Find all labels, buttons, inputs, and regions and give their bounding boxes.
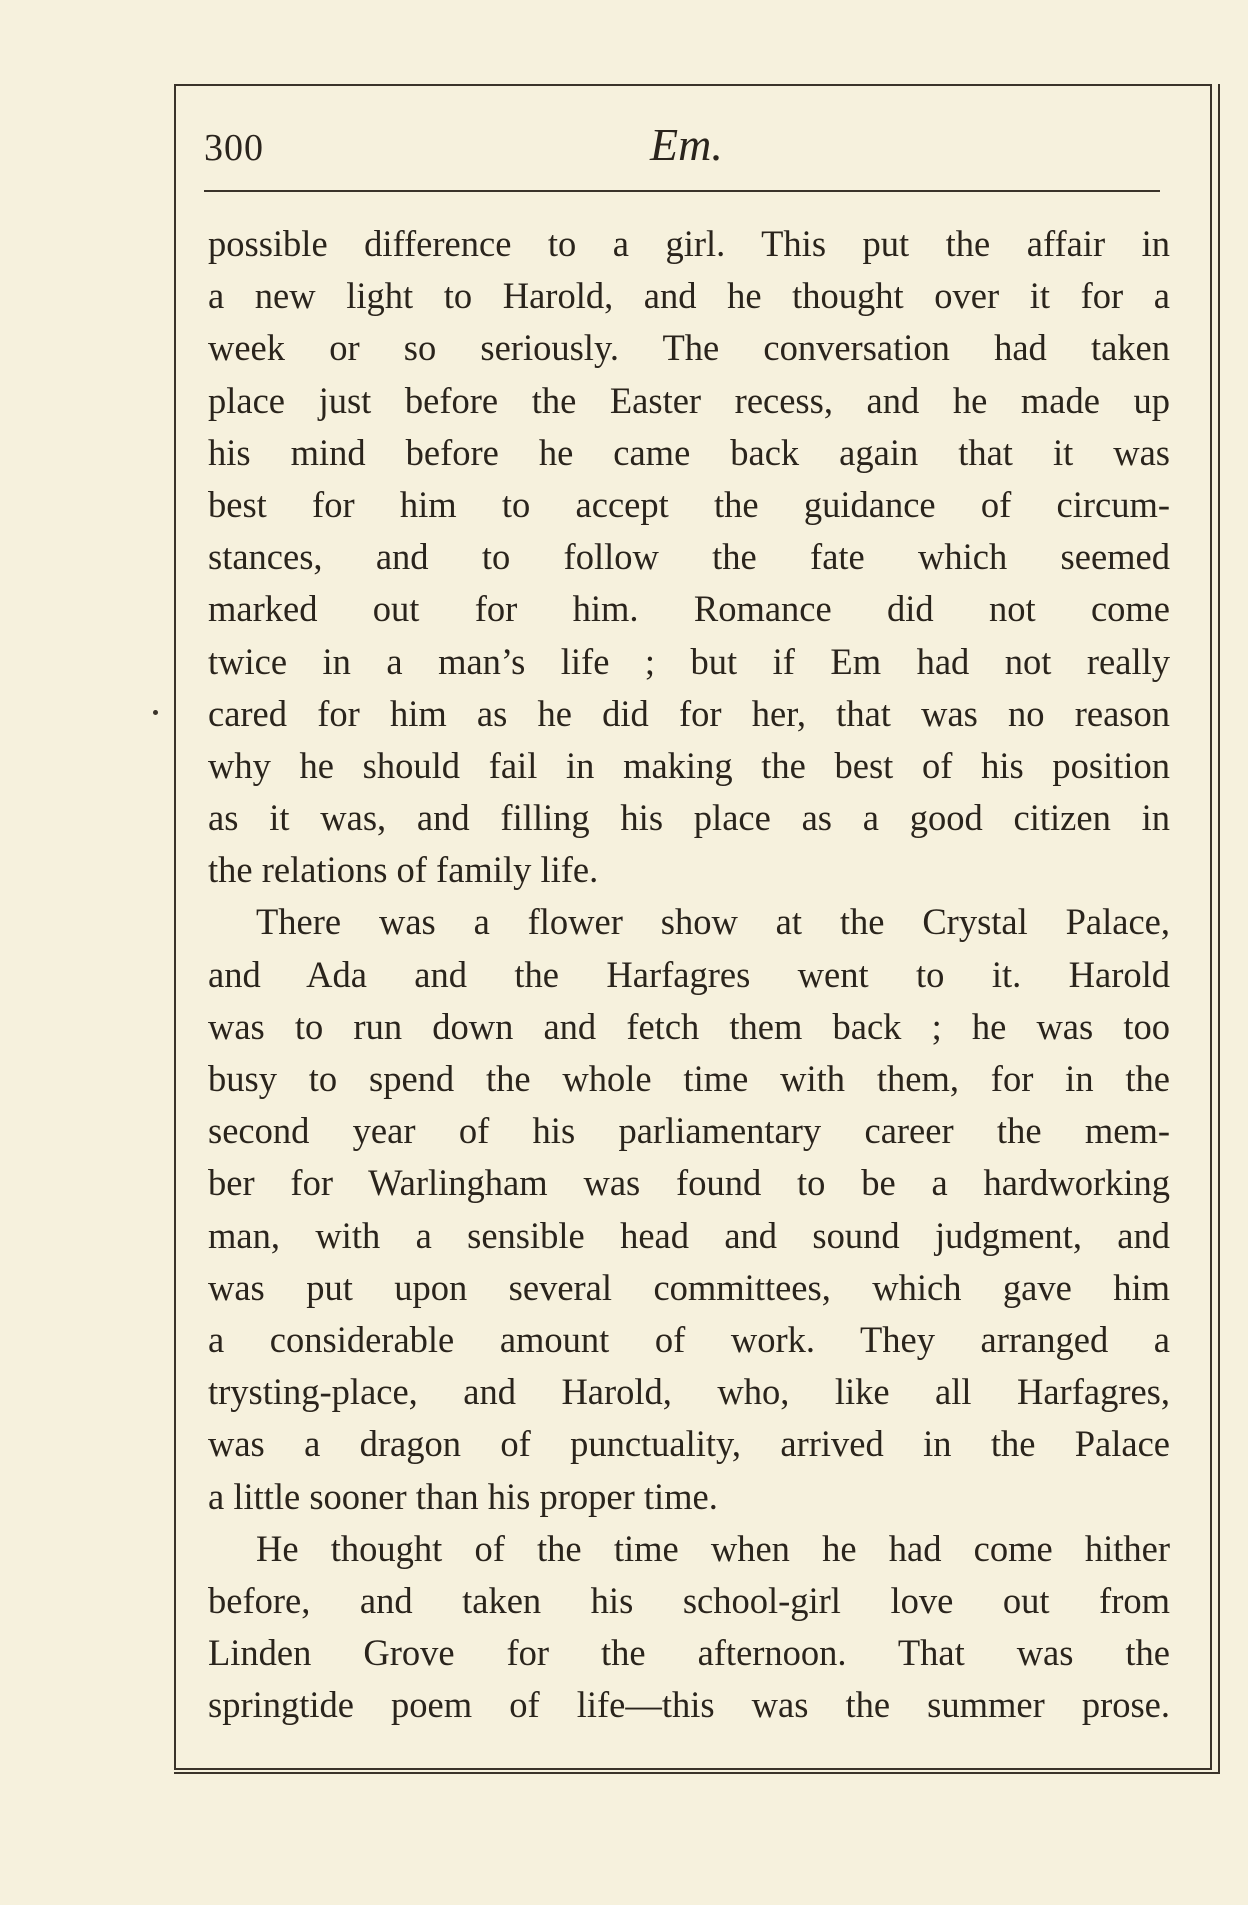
text-line: a considerable amount of work. They arranged a [208,1318,1170,1360]
text-line: a little sooner than his proper time. [208,1475,718,1517]
text-line: cared for him as he did for her, that was no reason [208,692,1170,734]
text-line: before, and taken his school-girl love out from [208,1579,1170,1621]
text-line: a new light to Harold, and he thought over it for a [208,275,1170,317]
text-line: There was a flower show at the Crystal Palace, [256,901,1170,943]
text-line: stances, and to follow the fate which seemed [208,536,1170,578]
text-line: and Ada and the Harfagres went to it. Harold [208,953,1170,995]
text-line: Linden Grove for the afternoon. That was the [208,1632,1170,1674]
body-text [208,218,1170,1731]
text-line: He thought of the time when he had come hither [256,1527,1170,1569]
text-line: week or so seriously. The conversation had taken [208,327,1170,369]
text-line: best for him to accept the guidance of circum- [208,483,1170,525]
text-line: man, with a sensible head and sound judgment, and [208,1214,1170,1256]
running-head [204,118,1164,178]
text-line: trysting-place, and Harold, who, like all Harfagres, [208,1371,1170,1413]
text-line: second year of his parliamentary career the mem- [208,1110,1170,1152]
text-line: possible difference to a girl. This put the affair in [208,223,1170,264]
text-line: twice in a man’s life ; but if Em had not really [208,640,1170,682]
header-rule [204,190,1160,192]
text-line: marked out for him. Romance did not come [208,588,1170,630]
text-line: the relations of family life. [208,849,599,891]
text-line: busy to spend the whole time with them, for in the [208,1058,1170,1099]
margin-dot [153,710,158,715]
text-line: was to run down and fetch them back ; he was too [208,1005,1170,1047]
text-line: was a dragon of punctuality, arrived in the Palace [208,1423,1170,1465]
chapter-title: Em. [650,119,723,170]
text-line: ber for Warlingham was found to be a hardworking [208,1162,1170,1204]
page-number: 300 [204,127,264,169]
text-line: was put upon several committees, which gave him [208,1266,1170,1308]
text-line: why he should fail in making the best of his position [208,744,1170,786]
text-line: his mind before he came back again that it was [208,431,1170,473]
text-line: as it was, and filling his place as a good citizen in [208,797,1170,839]
text-line: place just before the Easter recess, and he made up [208,379,1170,421]
text-line: springtide poem of life—this was the summer prose. [208,1684,1170,1726]
